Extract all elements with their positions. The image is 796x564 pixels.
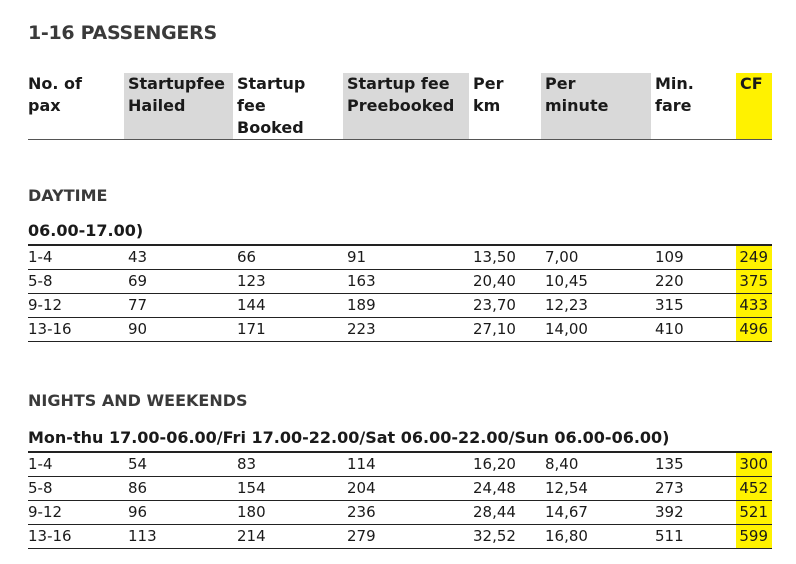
table-row <box>28 245 772 270</box>
cell-pax: 5-8 <box>28 270 124 294</box>
col-header-line: Per <box>545 74 576 93</box>
cell-startup-fee-preebooked: 236 <box>343 501 469 525</box>
col-header-line: Startupfee <box>128 74 226 93</box>
cell-per-km: 16,20 <box>469 452 541 477</box>
cell-startup-fee-booked: 171 <box>233 318 343 342</box>
cell-pax: 9-12 <box>28 294 124 318</box>
cell-per-minute: 12,23 <box>541 294 651 318</box>
cell-startup-fee-booked: 144 <box>233 294 343 318</box>
cell-per-minute: 14,67 <box>541 501 651 525</box>
col-header-line: Min. <box>655 74 694 93</box>
cell-pax: 1-4 <box>28 452 124 477</box>
col-header-per-minute <box>541 73 651 140</box>
nights-period: Mon-thu 17.00-06.00/Fri 17.00-22.00/Sat 06.00-22.00/Sun 06.00-06.00) <box>28 428 670 447</box>
daytime-table <box>28 244 772 342</box>
cell-min-fare: 220 <box>651 270 736 294</box>
cell-cf: 300 <box>736 452 772 477</box>
cell-per-km: 32,52 <box>469 525 541 549</box>
cell-startupfee-hailed: 54 <box>124 452 233 477</box>
col-header-startupfee-hailed <box>124 73 233 140</box>
table-row <box>28 270 772 294</box>
page-title: 1-16 PASSENGERS <box>28 22 217 44</box>
col-header-line: minute <box>545 96 609 115</box>
cell-startupfee-hailed: 69 <box>124 270 233 294</box>
nights-heading: NIGHTS AND WEEKENDS <box>28 391 248 410</box>
cell-min-fare: 135 <box>651 452 736 477</box>
cell-per-minute: 7,00 <box>541 245 651 270</box>
cell-startup-fee-booked: 83 <box>233 452 343 477</box>
cell-startup-fee-booked: 66 <box>233 245 343 270</box>
col-header-line: fee <box>237 96 266 115</box>
cell-startupfee-hailed: 86 <box>124 477 233 501</box>
cell-startup-fee-preebooked: 91 <box>343 245 469 270</box>
table-row <box>28 294 772 318</box>
cell-min-fare: 109 <box>651 245 736 270</box>
column-header-table <box>28 73 772 140</box>
nights-table <box>28 451 772 549</box>
cell-cf: 452 <box>736 477 772 501</box>
daytime-heading: DAYTIME <box>28 186 108 205</box>
col-header-line: Booked <box>237 118 304 137</box>
cell-min-fare: 392 <box>651 501 736 525</box>
table-row <box>28 452 772 477</box>
cell-per-km: 27,10 <box>469 318 541 342</box>
cell-startup-fee-booked: 123 <box>233 270 343 294</box>
cell-cf: 433 <box>736 294 772 318</box>
cell-pax: 13-16 <box>28 318 124 342</box>
cell-per-km: 23,70 <box>469 294 541 318</box>
col-header-line: Startup <box>237 74 306 93</box>
cell-startup-fee-booked: 180 <box>233 501 343 525</box>
cell-startupfee-hailed: 43 <box>124 245 233 270</box>
cell-pax: 13-16 <box>28 525 124 549</box>
cell-cf: 521 <box>736 501 772 525</box>
cell-pax: 1-4 <box>28 245 124 270</box>
col-header-per-km <box>469 73 541 140</box>
cell-per-km: 24,48 <box>469 477 541 501</box>
col-header-line: Hailed <box>128 96 186 115</box>
cell-per-minute: 12,54 <box>541 477 651 501</box>
cell-per-km: 13,50 <box>469 245 541 270</box>
col-header-line: CF <box>740 74 763 93</box>
column-header-row <box>28 73 772 140</box>
cell-startup-fee-preebooked: 204 <box>343 477 469 501</box>
daytime-period: 06.00-17.00) <box>28 221 144 240</box>
table-row <box>28 318 772 342</box>
col-header-line: fare <box>655 96 692 115</box>
cell-startup-fee-booked: 154 <box>233 477 343 501</box>
cell-cf: 375 <box>736 270 772 294</box>
cell-startupfee-hailed: 77 <box>124 294 233 318</box>
cell-per-minute: 16,80 <box>541 525 651 549</box>
cell-startupfee-hailed: 96 <box>124 501 233 525</box>
cell-startup-fee-preebooked: 189 <box>343 294 469 318</box>
cell-startup-fee-preebooked: 279 <box>343 525 469 549</box>
col-header-line: Startup fee <box>347 74 450 93</box>
col-header-line: No. of <box>28 74 82 93</box>
cell-per-minute: 10,45 <box>541 270 651 294</box>
cell-startupfee-hailed: 113 <box>124 525 233 549</box>
cell-cf: 599 <box>736 525 772 549</box>
cell-startup-fee-preebooked: 114 <box>343 452 469 477</box>
cell-per-minute: 14,00 <box>541 318 651 342</box>
cell-per-km: 20,40 <box>469 270 541 294</box>
cell-cf: 496 <box>736 318 772 342</box>
cell-startupfee-hailed: 90 <box>124 318 233 342</box>
col-header-pax <box>28 73 124 140</box>
col-header-line: Per <box>473 74 504 93</box>
cell-pax: 5-8 <box>28 477 124 501</box>
table-row <box>28 501 772 525</box>
cell-min-fare: 410 <box>651 318 736 342</box>
cell-min-fare: 273 <box>651 477 736 501</box>
cell-per-km: 28,44 <box>469 501 541 525</box>
cell-min-fare: 315 <box>651 294 736 318</box>
col-header-cf <box>736 73 772 140</box>
cell-pax: 9-12 <box>28 501 124 525</box>
col-header-startup-fee-booked <box>233 73 343 140</box>
col-header-line: Preebooked <box>347 96 455 115</box>
cell-cf: 249 <box>736 245 772 270</box>
cell-startup-fee-preebooked: 163 <box>343 270 469 294</box>
table-row <box>28 525 772 549</box>
table-row <box>28 477 772 501</box>
col-header-line: km <box>473 96 501 115</box>
cell-startup-fee-preebooked: 223 <box>343 318 469 342</box>
cell-min-fare: 511 <box>651 525 736 549</box>
col-header-line: pax <box>28 96 61 115</box>
cell-per-minute: 8,40 <box>541 452 651 477</box>
col-header-startup-fee-preebooked <box>343 73 469 140</box>
col-header-min-fare <box>651 73 736 140</box>
cell-startup-fee-booked: 214 <box>233 525 343 549</box>
